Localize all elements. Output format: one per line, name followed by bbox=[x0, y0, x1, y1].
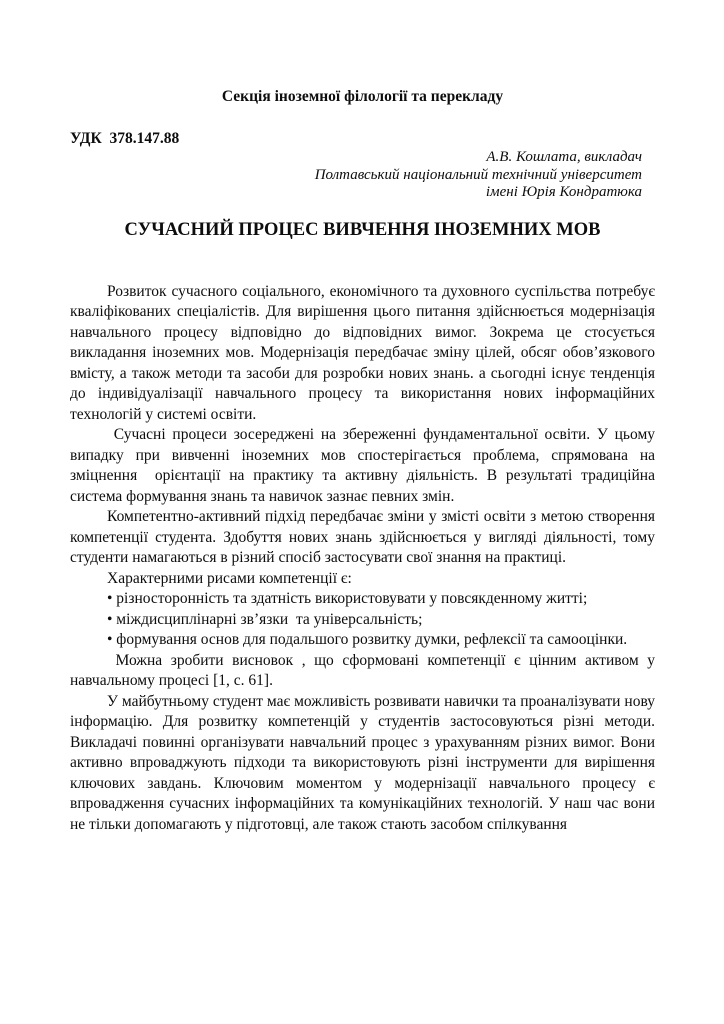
body-paragraph-5: Можна зробити висновок , що сформовані компетенції є цінним активом у навчальному процесі [1, с. 61]. bbox=[70, 651, 659, 689]
bullet-item-1: • різносторонність та здатність використовувати у повсякденному житті; bbox=[107, 590, 588, 607]
author-affiliation: Полтавський національний технічний університет bbox=[314, 166, 642, 183]
author-name: А.В. Кошлата, викладач bbox=[486, 149, 642, 165]
body-paragraph-6: У майбутньому студент має можливість розвивати навички та проаналізувати нову інформацію. Для розвитку компетенцій у студентів застосовуються різні методи. Викладачі повинні організувати навчальний процес з урахуванням різних вимог. Вони активно впроваджують підходи та використовують різні інструменти для вирішення ключових завдань. Ключовим моментом у модернізації навчального процесу є впровадження сучасних інформаційних та комунікаційних технологій. У наш час вони не тільки допомагають у підготовці, але також стають засобом спілкування bbox=[70, 692, 659, 833]
bullet-item-2: • міждисциплінарні зв’язки та універсальність; bbox=[107, 610, 423, 628]
udc-code: УДК 378.147.88 bbox=[70, 130, 180, 147]
body-paragraph-4: Характерними рисами компетенції є: bbox=[107, 569, 352, 587]
author-block bbox=[70, 149, 642, 202]
section-heading: Секція іноземної філології та перекладу bbox=[221, 88, 504, 105]
body-paragraph-1: Розвиток сучасного соціального, економічного та духовного суспільства потребує кваліфікованих спеціалістів. Для вирішення цього питання здійснюється модернізація навчального процесу відповідно до відповідних вимог. Зокрема це стосується викладання іноземних мов. Модернізація передбачає зміну цілей, обсяг обов’язкового вмісту, а також методи та засоби для розробки нових знань. а сьогодні існує тенденція до індивідуалізації навчального процесу та використання нових інформаційних технологій у системі освіти. bbox=[70, 282, 659, 423]
author-affiliation-continued: імені Юрія Кондратюка bbox=[485, 184, 642, 200]
article-title: СУЧАСНИЙ ПРОЦЕС ВИВЧЕННЯ ІНОЗЕМНИХ МОВ bbox=[124, 219, 601, 240]
bullet-item-3: • формування основ для подальшого розвитку думки, рефлексії та самооцінки. bbox=[107, 631, 628, 648]
article-body bbox=[70, 282, 659, 836]
body-paragraph-2: Сучасні процеси зосереджені на збереженні фундаментальної освіти. У цьому випадку при вивченні іноземних мов спостерігається проблема, спрямована на зміцнення орієнтації на практику та активну діяльність. В результаті традиційна система формування знань та навичок зазнає певних змін. bbox=[70, 426, 659, 505]
body-paragraph-3: Компетентно-активний підхід передбачає зміни у змісті освіти з метою створення компетенції студента. Здобуття нових знань здійснюється у вигляді діяльності, тому студенти намагаються в різний спосіб застосувати свої знання на практиці. bbox=[70, 508, 659, 566]
